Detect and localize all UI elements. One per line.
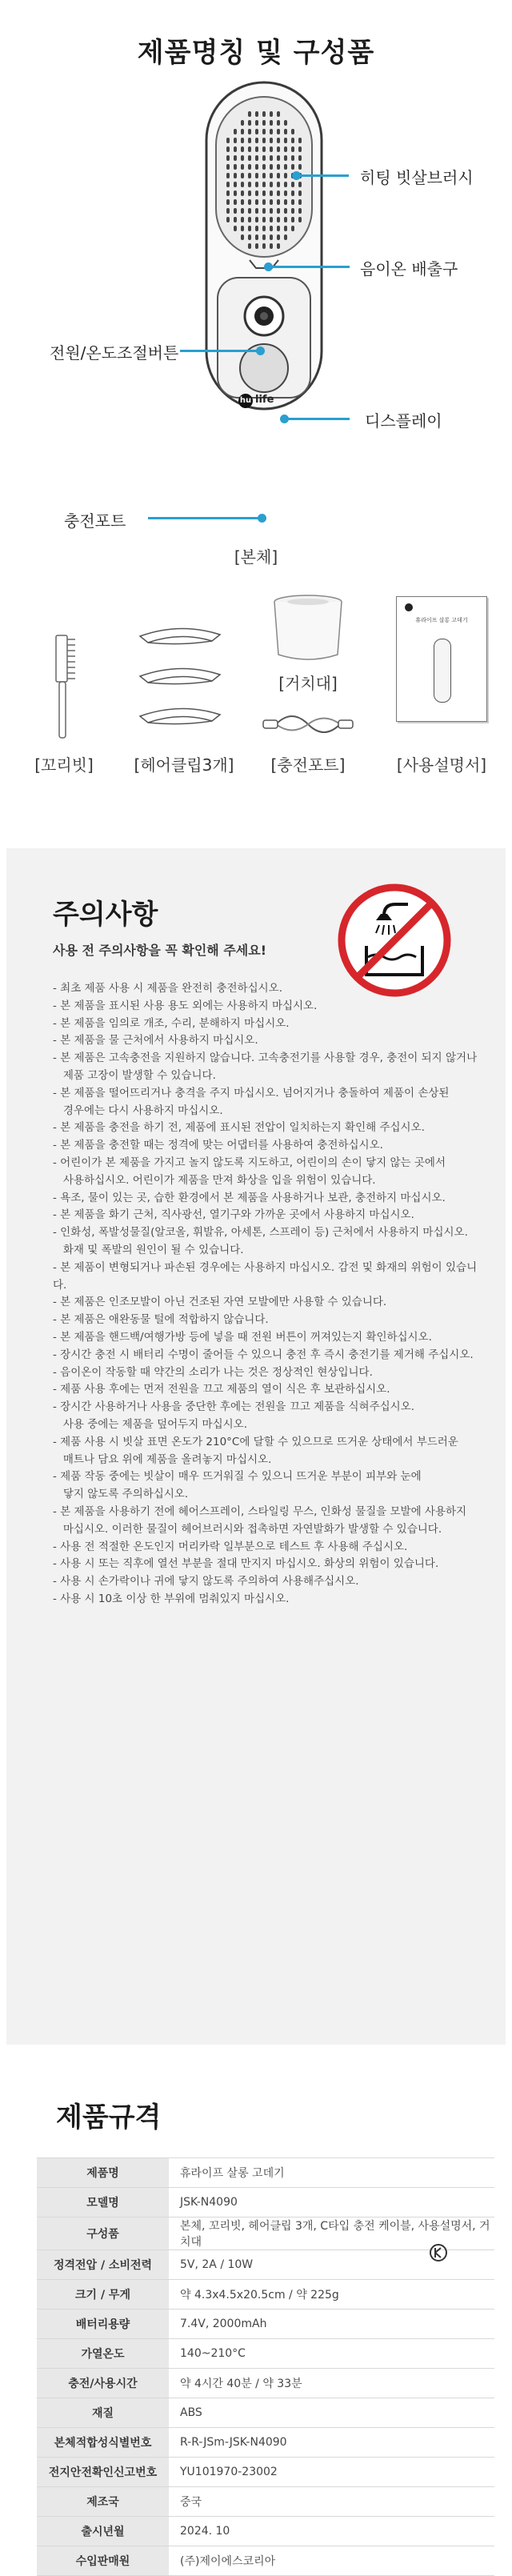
spec-value: R-R-JSm-JSK-N4090 bbox=[169, 2428, 494, 2458]
spec-row bbox=[37, 2217, 494, 2250]
callout-dot-charge bbox=[258, 514, 266, 523]
spec-key: 전지안전확인신고번호 bbox=[37, 2458, 169, 2487]
brand-logo: hu life bbox=[238, 394, 274, 408]
caution-item: - 최초 제품 사용 시 제품을 완전히 충전하십시오. bbox=[53, 982, 282, 995]
spec-key: 크기 / 무게 bbox=[37, 2280, 169, 2310]
caution-subtitle: 사용 전 주의사항을 꼭 확인해 주세요! bbox=[53, 943, 266, 958]
callout-label-charge: 충전포트 bbox=[64, 511, 126, 531]
caution-item: - 본 제품을 충전을 하기 전, 제품에 표시된 전압이 일치하는지 확인해 주십시오. bbox=[53, 1121, 425, 1135]
spec-row bbox=[37, 2487, 494, 2517]
caution-item: - 장시간 사용하거나 사용을 중단한 후에는 전원을 끄고 제품을 식혀주십시오. 사용 중에는 제품을 덮어두지 마십시오. bbox=[53, 1400, 415, 1431]
caution-item: - 본 제품을 사용하기 전에 헤어스프레이, 스타일링 무스, 인화성 물질을 모발에 사용하지 마십시오. 이러한 물질이 헤어브러시와 접촉하면 자연발화가 발생할 수 있습니다. bbox=[53, 1504, 467, 1536]
stand-caption: [거치대] bbox=[278, 674, 338, 693]
caution-item: - 인화성, 폭발성물질(알코올, 휘발유, 아세톤, 스프레이 등) 근처에서 사용하지 마십시오. 화재 및 폭발의 원인이 될 수 있습니다. bbox=[53, 1226, 468, 1256]
callout-line-display bbox=[284, 418, 350, 420]
main-body-caption: [본체] bbox=[234, 547, 278, 567]
spec-row bbox=[37, 2458, 494, 2487]
callout-dot-power bbox=[256, 347, 265, 355]
spec-key: 출시년월 bbox=[37, 2517, 169, 2546]
stand-illustration bbox=[264, 592, 352, 664]
spec-value: 2024. 10 bbox=[169, 2517, 494, 2546]
spec-key: 제조국 bbox=[37, 2487, 169, 2517]
spec-row bbox=[37, 2250, 494, 2280]
spec-key: 모델명 bbox=[37, 2188, 169, 2217]
caution-item: - 본 제품을 표시된 사용 용도 외에는 사용하지 마십시오. bbox=[53, 999, 318, 1012]
caution-item: - 제품 사용 후에는 먼저 전원을 끄고 제품의 열이 식은 후 보관하십시오. bbox=[53, 1383, 390, 1396]
callout-line-charge bbox=[148, 517, 262, 519]
caution-title: 주의사항 bbox=[53, 899, 158, 931]
caution-item: - 본 제품을 화기 근처, 직사광선, 열기구와 가까운 곳에서 사용하지 마십시오. bbox=[53, 1208, 414, 1222]
spec-row bbox=[37, 2339, 494, 2369]
caution-item: - 제품 작동 중에는 빗살이 매우 뜨거워질 수 있으니 뜨거운 부분이 피부와 눈에 닿지 않도록 주의하십시오. bbox=[53, 1470, 422, 1501]
clips-caption: [헤어클립3개] bbox=[134, 755, 234, 775]
cable-caption: [충전포트] bbox=[270, 755, 346, 775]
callout-label-brush: 히팅 빗살브러시 bbox=[360, 168, 474, 187]
hair-clips-illustration bbox=[132, 620, 228, 740]
manual-logo-icon bbox=[405, 603, 413, 611]
spec-value: YU101970-23002 bbox=[169, 2458, 494, 2487]
caution-item: - 본 제품은 인조모발이 아닌 건조된 자연 모발에만 사용할 수 있습니다. bbox=[53, 1296, 387, 1309]
spec-row bbox=[37, 2158, 494, 2188]
caution-item: - 사용 시 손가락이나 귀에 닿지 않도록 주의하여 사용해주십시오. bbox=[53, 1575, 359, 1588]
manual-cover-brush bbox=[434, 639, 451, 703]
spec-row bbox=[37, 2398, 494, 2428]
spec-value: 약 4시간 40분 / 약 33분 bbox=[169, 2369, 494, 2398]
spec-key: 가열온도 bbox=[37, 2339, 169, 2369]
spec-key: 구성품 bbox=[37, 2217, 169, 2250]
spec-row bbox=[37, 2369, 494, 2398]
spec-value: 5V, 2A / 10W bbox=[169, 2250, 494, 2280]
spec-value: 중국 bbox=[169, 2487, 494, 2517]
spec-value: 140~210°C bbox=[169, 2339, 494, 2369]
manual-cover-title: 휴라이프 살롱 고데기 bbox=[415, 617, 468, 623]
caution-item: - 본 제품을 물 근처에서 사용하지 마십시오. bbox=[53, 1034, 258, 1048]
spec-value: 7.4V, 2000mAh bbox=[169, 2310, 494, 2339]
charging-cable-illustration bbox=[260, 704, 356, 744]
caution-list bbox=[53, 980, 485, 1608]
callout-line-ion bbox=[268, 266, 350, 268]
callout-dot-brush bbox=[292, 171, 301, 180]
spec-value: 휴라이프 살롱 고데기 bbox=[169, 2158, 494, 2188]
tail-comb-illustration bbox=[48, 632, 80, 744]
caution-item: - 어린이가 본 제품을 가지고 놀지 않도록 지도하고, 어린이의 손이 닿지 않는 곳에서 사용하십시오. 어린이가 제품을 만져 화상을 입을 위험이 있습니다. bbox=[53, 1156, 446, 1187]
caution-item: - 본 제품은 애완동물 털에 적합하지 않습니다. bbox=[53, 1313, 269, 1327]
callout-label-display: 디스플레이 bbox=[365, 411, 442, 431]
caution-item: - 제품 사용 시 빗살 표면 온도가 210°C에 달할 수 있으므로 뜨거운 상태에서 부드러운 매트나 담요 위에 제품을 올려놓지 마십시오. bbox=[53, 1435, 458, 1466]
manual-caption: [사용설명서] bbox=[396, 755, 487, 775]
main-device-illustration bbox=[184, 76, 344, 420]
spec-row bbox=[37, 2310, 494, 2339]
specs-title: 제품규격 bbox=[56, 2101, 162, 2133]
spec-value: JSK-N4090 bbox=[169, 2188, 494, 2217]
components-title: 제품명칭 및 구성품 bbox=[137, 37, 375, 69]
caution-item: - 사용 시 10초 이상 한 부위에 멈춰있지 마십시오. bbox=[53, 1592, 290, 1605]
caution-item: - 사용 시 또는 직후에 열선 부분을 절대 만지지 마십시오. 화상의 위험이 있습니다. bbox=[53, 1557, 439, 1571]
spec-value: (주)제이에스코리아 bbox=[169, 2546, 494, 2576]
spec-row bbox=[37, 2517, 494, 2546]
specs-table bbox=[37, 2157, 494, 2576]
manual-illustration bbox=[396, 596, 487, 722]
kc-mark-icon bbox=[429, 2241, 448, 2264]
spec-value: ABS bbox=[169, 2398, 494, 2428]
caution-item: - 사용 전 적절한 온도인지 머리카락 일부분으로 테스트 후 사용해 주십시오. bbox=[53, 1540, 408, 1553]
callout-dot-ion bbox=[264, 262, 273, 271]
spec-row bbox=[37, 2428, 494, 2458]
caution-item: - 본 제품을 핸드백/여행가방 등에 넣을 때 전원 버튼이 꺼져있는지 확인하십시오. bbox=[53, 1330, 432, 1344]
spec-value: 약 4.3x4.5x20.5cm / 약 225g bbox=[169, 2280, 494, 2310]
caution-item: - 본 제품을 충전할 때는 정격에 맞는 어댑터를 사용하여 충전하십시오. bbox=[53, 1139, 383, 1152]
caution-item: - 본 제품은 고속충전을 지원하지 않습니다. 고속충전기를 사용할 경우, 충전이 되지 않거나 제품 고장이 발생할 수 있습니다. bbox=[53, 1052, 478, 1082]
callout-line-power bbox=[180, 350, 260, 352]
callout-line-brush bbox=[296, 174, 349, 177]
spec-key: 수입판매원 bbox=[37, 2546, 169, 2576]
caution-item: - 욕조, 물이 있는 곳, 습한 환경에서 본 제품을 사용하거나 보관, 충전하지 마십시오. bbox=[53, 1191, 446, 1204]
spec-key: 재질 bbox=[37, 2398, 169, 2428]
spec-key: 충전/사용시간 bbox=[37, 2369, 169, 2398]
spec-key: 배터리용량 bbox=[37, 2310, 169, 2339]
spec-row bbox=[37, 2280, 494, 2310]
spec-key: 정격전압 / 소비전력 bbox=[37, 2250, 169, 2280]
caution-item: - 본 제품을 떨어뜨리거나 충격을 주지 마십시오. 넘어지거나 충돌하여 제품이 손상된 경우에는 다시 사용하지 마십시오. bbox=[53, 1086, 450, 1117]
callout-dot-display bbox=[280, 415, 289, 423]
comb-caption: [꼬리빗] bbox=[34, 755, 94, 775]
callout-label-power: 전원/온도조절버튼 bbox=[50, 343, 179, 363]
caution-item: - 본 제품을 임의로 개조, 수리, 분해하지 마십시오. bbox=[53, 1016, 290, 1030]
brand-logo-text: life bbox=[255, 394, 274, 406]
spec-row bbox=[37, 2546, 494, 2576]
spec-key: 제품명 bbox=[37, 2158, 169, 2188]
callout-label-ion: 음이온 배출구 bbox=[360, 259, 458, 278]
caution-item: - 음이온이 작동할 때 약간의 소리가 나는 것은 정상적인 현상입니다. bbox=[53, 1365, 373, 1379]
spec-value: 본체, 꼬리빗, 헤어클립 3개, C타입 충전 케이블, 사용설명서, 거치대 bbox=[169, 2217, 494, 2250]
caution-item: - 장시간 충전 시 배터리 수명이 줄어들 수 있으니 충전 후 즉시 충전기를 제거해 주십시오. bbox=[53, 1348, 474, 1361]
caution-item: - 본 제품이 변형되거나 파손된 경우에는 사용하지 마십시오. 감전 및 화재의 위험이 있습니다. bbox=[53, 1260, 478, 1292]
spec-key: 본체적합성식별번호 bbox=[37, 2428, 169, 2458]
spec-row bbox=[37, 2188, 494, 2217]
